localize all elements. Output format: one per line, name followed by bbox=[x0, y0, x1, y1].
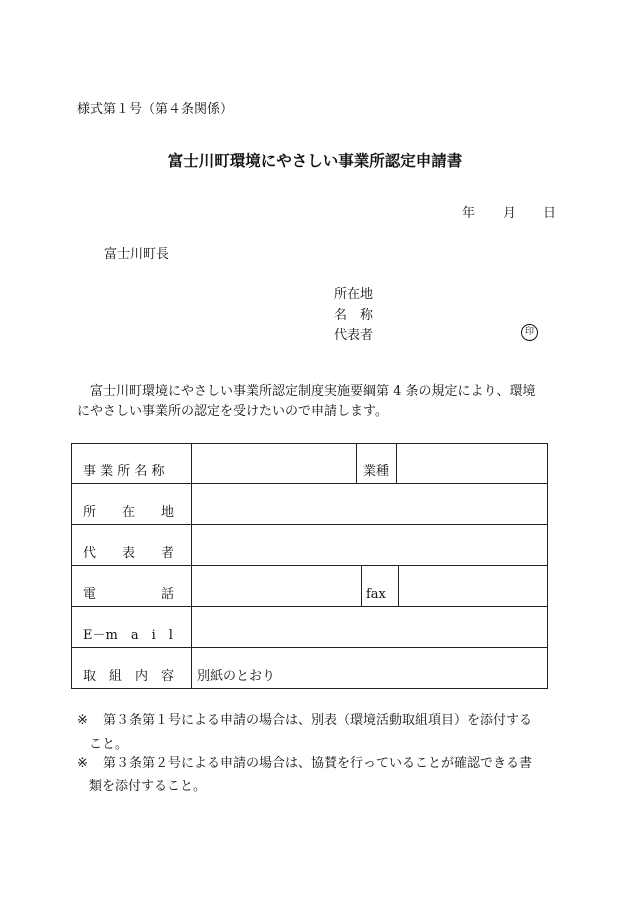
address-label-cell bbox=[72, 484, 192, 524]
fax-field[interactable] bbox=[399, 566, 547, 606]
note-1 bbox=[77, 711, 532, 731]
table-row-email bbox=[71, 607, 548, 648]
initiatives-label-cell bbox=[72, 648, 192, 688]
address-field[interactable] bbox=[192, 484, 547, 524]
initiatives-field[interactable] bbox=[192, 648, 547, 688]
phone-label: 電 話 bbox=[83, 587, 175, 602]
date-month-label: 月 bbox=[503, 206, 517, 221]
address-label: 所 在 地 bbox=[83, 505, 175, 520]
table-row-phone bbox=[71, 566, 548, 607]
addressee: 富士川町長 bbox=[104, 247, 170, 262]
fax-label: fax bbox=[366, 587, 386, 602]
email-label: E－m a i l bbox=[83, 628, 173, 643]
initiatives-value: 別紙のとおり bbox=[197, 669, 276, 684]
note-2-line-1: 第３条第２号による申請の場合は、協賛を行っていることが確認できる書 bbox=[103, 756, 533, 771]
applicant-representative-label: 代表者 bbox=[334, 328, 374, 343]
note-2 bbox=[77, 754, 532, 774]
document-title: 富士川町環境にやさしい事業所認定申請書 bbox=[167, 151, 463, 170]
table-row-address bbox=[71, 484, 548, 525]
phone-label-cell bbox=[72, 566, 192, 606]
date-year-label: 年 bbox=[462, 206, 476, 221]
date-day-label: 日 bbox=[543, 206, 557, 221]
business-name-label-cell bbox=[72, 444, 192, 483]
applicant-name-label: 名 称 bbox=[334, 308, 374, 323]
representative-label-cell bbox=[72, 525, 192, 565]
email-label-cell bbox=[72, 607, 192, 647]
business-name-label: 事 業 所 名 称 bbox=[83, 464, 165, 479]
industry-label-cell bbox=[357, 444, 397, 483]
industry-field[interactable] bbox=[397, 444, 547, 483]
table-row-initiatives bbox=[71, 648, 548, 689]
note-2-mark: ※ bbox=[77, 756, 88, 771]
statement-line-1: 富士川町環境にやさしい事業所認定制度実施要綱第 4 条の規定により、環境 bbox=[90, 384, 536, 399]
seal-mark: 印 bbox=[521, 324, 538, 341]
industry-label: 業種 bbox=[363, 464, 390, 479]
table-row-business-name bbox=[71, 443, 548, 484]
representative-label: 代 表 者 bbox=[83, 546, 175, 561]
email-field[interactable] bbox=[192, 607, 547, 647]
form-number: 様式第１号（第４条関係） bbox=[77, 102, 234, 117]
note-1-line-1: 第３条第１号による申請の場合は、別表（環境活動取組項目）を添付する bbox=[103, 713, 533, 728]
representative-field[interactable] bbox=[192, 525, 547, 565]
business-name-field[interactable] bbox=[192, 444, 357, 483]
fax-label-cell bbox=[362, 566, 399, 606]
application-form-table bbox=[71, 443, 548, 690]
phone-field[interactable] bbox=[192, 566, 362, 606]
applicant-address-label: 所在地 bbox=[334, 287, 374, 302]
note-1-line-2: こと。 bbox=[89, 737, 129, 752]
note-1-mark: ※ bbox=[77, 713, 88, 728]
table-row-representative bbox=[71, 525, 548, 566]
initiatives-label: 取 組 内 容 bbox=[83, 669, 175, 684]
application-statement bbox=[77, 382, 559, 422]
note-2-line-2: 類を添付すること。 bbox=[89, 779, 207, 794]
statement-line-2: にやさしい事業所の認定を受けたいので申請します。 bbox=[77, 404, 388, 419]
